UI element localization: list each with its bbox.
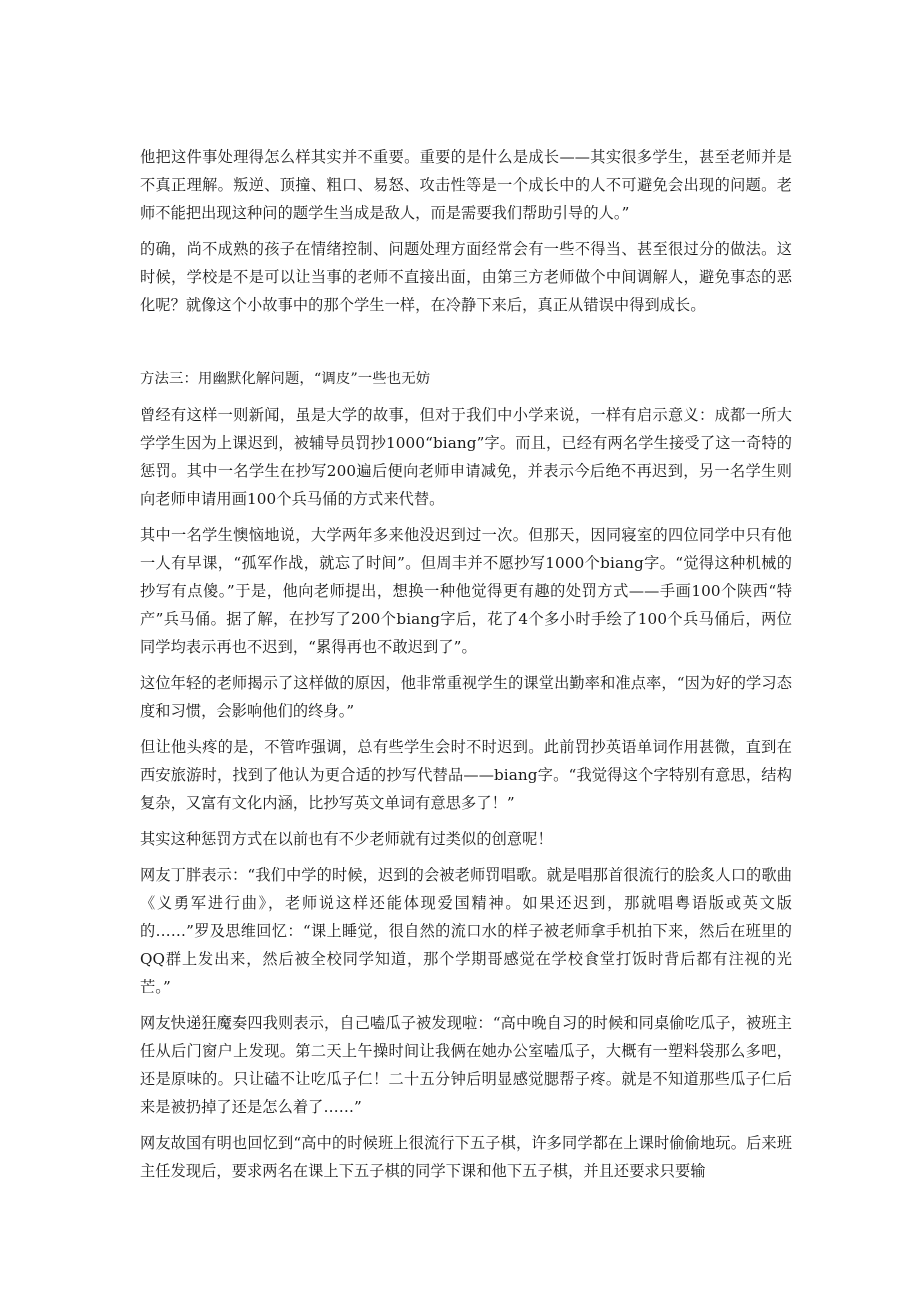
paragraph-4: 其中一名学生懊恼地说，大学两年多来他没迟到过一次。但那天，因同寝室的四位同学中只有他一人有早课，“孤军作战，就忘了时间”。但周丰并不愿抄写1000个biang字。“觉得这种机械的抄写有点傻。”于是，他向老师提出，想换一种他觉得更有趣的处罚方式——手画100个陕西“特产”兵马俑。据了解，在抄写了200个biang字后，花了4个多小时手绘了100个兵马俑后，两位同学均表示再也不迟到，“累得再也不敢迟到了”。	[140, 526, 792, 656]
section-gap	[140, 327, 792, 365]
paragraph-7: 其实这种惩罚方式在以前也有不少老师就有过类似的创意呢！	[140, 830, 553, 848]
section-heading: 方法三：用幽默化解问题，“调皮”一些也无妨	[140, 371, 431, 387]
paragraph-2: 的确，尚不成熟的孩子在情绪控制、问题处理方面经常会有一些不得当、甚至很过分的做法。这时候，学校是不是可以让当事的老师不直接出面，由第三方老师做个中间调解人，避免事态的恶化呢？就像这个小故事中的那个学生一样，在冷静下来后，真正从错误中得到成长。	[140, 240, 792, 314]
paragraph-5: 这位年轻的老师揭示了这样做的原因，他非常重视学生的课堂出勤率和准点率，“因为好的学习态度和习惯，会影响他们的终身。”	[140, 674, 792, 720]
paragraph-9: 网友快递狂魔奏四我则表示，自己嗑瓜子被发现啦：“高中晚自习的时候和同桌偷吃瓜子，被班主任从后门窗户上发现。第二天上午操时间让我俩在她办公室嗑瓜子，大概有一塑料袋那么多吧，还是原味的。只让磕不让吃瓜子仁！二十五分钟后明显感觉腮帮子疼。就是不知道那些瓜子仁后来是被扔掉了还是怎么着了……”	[140, 1014, 792, 1116]
paragraph-10: 网友故国有明也回忆到“高中的时候班上很流行下五子棋，许多同学都在上课时偷偷地玩。后来班主任发现后，要求两名在课上下五子棋的同学下课和他下五子棋，并且还要求只要输	[140, 1134, 792, 1180]
paragraph-6: 但让他头疼的是，不管咋强调，总有些学生会时不时迟到。此前罚抄英语单词作用甚微，直到在西安旅游时，找到了他认为更合适的抄写代替品——biang字。“我觉得这个字特别有意思，结构复杂，又富有文化内涵，比抄写英文单词有意思多了！”	[140, 738, 792, 812]
paragraph-3: 曾经有这样一则新闻，虽是大学的故事，但对于我们中小学来说，一样有启示意义：成都一所大学学生因为上课迟到，被辅导员罚抄1000“biang”字。而且，已经有两名学生接受了这一奇特的惩罚。其中一名学生在抄写200遍后便向老师申请减免，并表示今后绝不再迟到，另一名学生则向老师申请用画100个兵马俑的方式来代替。	[140, 406, 792, 508]
document-page	[140, 143, 792, 1193]
paragraph-1: 他把这件事处理得怎么样其实并不重要。重要的是什么是成长——其实很多学生，甚至老师并是不真正理解。叛逆、顶撞、粗口、易怒、攻击性等是一个成长中的人不可避免会出现的问题。老师不能把出现这种问的题学生当成是敌人，而是需要我们帮助引导的人。”	[140, 148, 792, 222]
paragraph-8: 网友丁胖表示：“我们中学的时候，迟到的会被老师罚唱歌。就是唱那首很流行的脍炙人口的歌曲《义勇军进行曲》，老师说这样还能体现爱国精神。如果还迟到，那就唱粤语版或英文版的……”罗及思维回忆：“课上睡觉，很自然的流口水的样子被老师拿手机拍下来，然后在班里的QQ群上发出来，然后被全校同学知道，那个学期哥感觉在学校食堂打饭时背后都有注视的光芒。”	[140, 866, 792, 996]
